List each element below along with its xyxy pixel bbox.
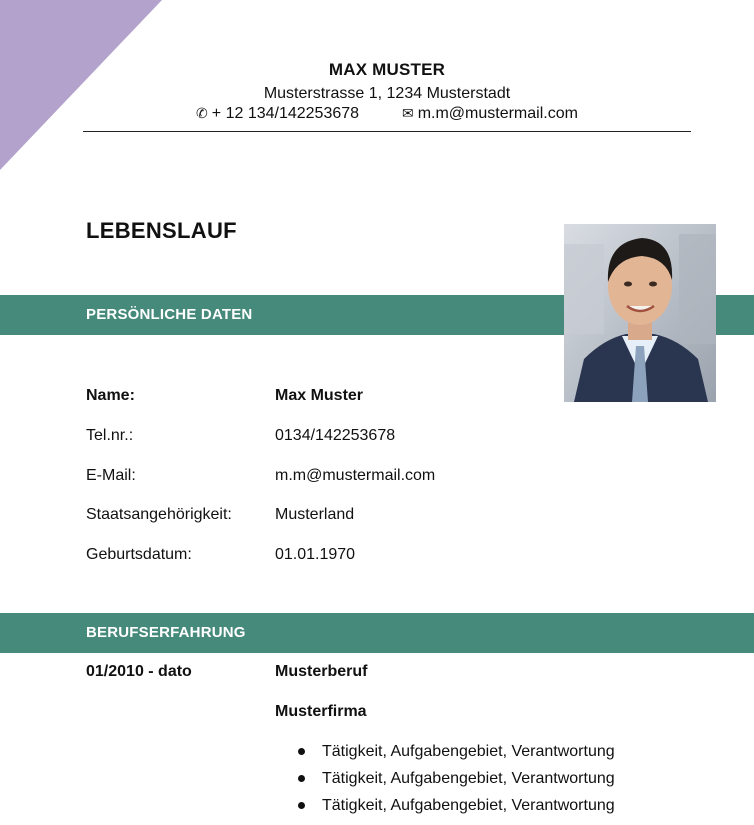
experience-company: Musterfirma bbox=[275, 703, 367, 720]
field-label: Name: bbox=[86, 387, 135, 404]
list-item bbox=[298, 743, 615, 770]
header-email: m.m@mustermail.com bbox=[417, 105, 578, 122]
field-value: Max Muster bbox=[275, 387, 364, 404]
header-contacts bbox=[0, 105, 754, 123]
header-phone: + 12 134/142253678 bbox=[211, 105, 360, 122]
field-label: Geburtsdatum: bbox=[86, 546, 192, 563]
task-text: Tätigkeit, Aufgabengebiet, Verantwortung bbox=[322, 743, 615, 760]
page-title: LEBENSLAUF bbox=[86, 218, 237, 243]
header-address: Musterstrasse 1, 1234 Musterstadt bbox=[263, 85, 511, 102]
experience-date: 01/2010 - dato bbox=[86, 663, 192, 680]
experience-task-list bbox=[298, 743, 615, 824]
field-label: Staatsangehörigkeit: bbox=[86, 506, 232, 523]
field-label: Tel.nr.: bbox=[86, 427, 134, 444]
envelope-icon: ✉ bbox=[401, 106, 414, 122]
section-band-work bbox=[0, 613, 754, 653]
bullet-icon bbox=[298, 748, 305, 755]
experience-job-title: Musterberuf bbox=[275, 663, 368, 680]
field-value: 01.01.1970 bbox=[275, 546, 356, 563]
field-value: Musterland bbox=[275, 506, 355, 523]
section-heading-personal: PERSÖNLICHE DATEN bbox=[86, 306, 253, 323]
header-name: MAX MUSTER bbox=[328, 60, 446, 79]
bullet-icon bbox=[298, 775, 305, 782]
header-divider bbox=[83, 131, 691, 132]
field-value: m.m@mustermail.com bbox=[275, 467, 436, 484]
bullet-icon bbox=[298, 802, 305, 809]
list-item bbox=[298, 797, 615, 824]
task-text: Tätigkeit, Aufgabengebiet, Verantwortung bbox=[322, 770, 615, 787]
header bbox=[0, 60, 754, 123]
field-value: 0134/142253678 bbox=[275, 427, 396, 444]
list-item bbox=[298, 770, 615, 797]
section-heading-work: BERUFSERFAHRUNG bbox=[86, 624, 246, 641]
profile-photo bbox=[564, 224, 716, 402]
task-text: Tätigkeit, Aufgabengebiet, Verantwortung bbox=[322, 797, 615, 814]
phone-icon: ✆ bbox=[196, 106, 208, 122]
field-label: E-Mail: bbox=[86, 467, 136, 484]
